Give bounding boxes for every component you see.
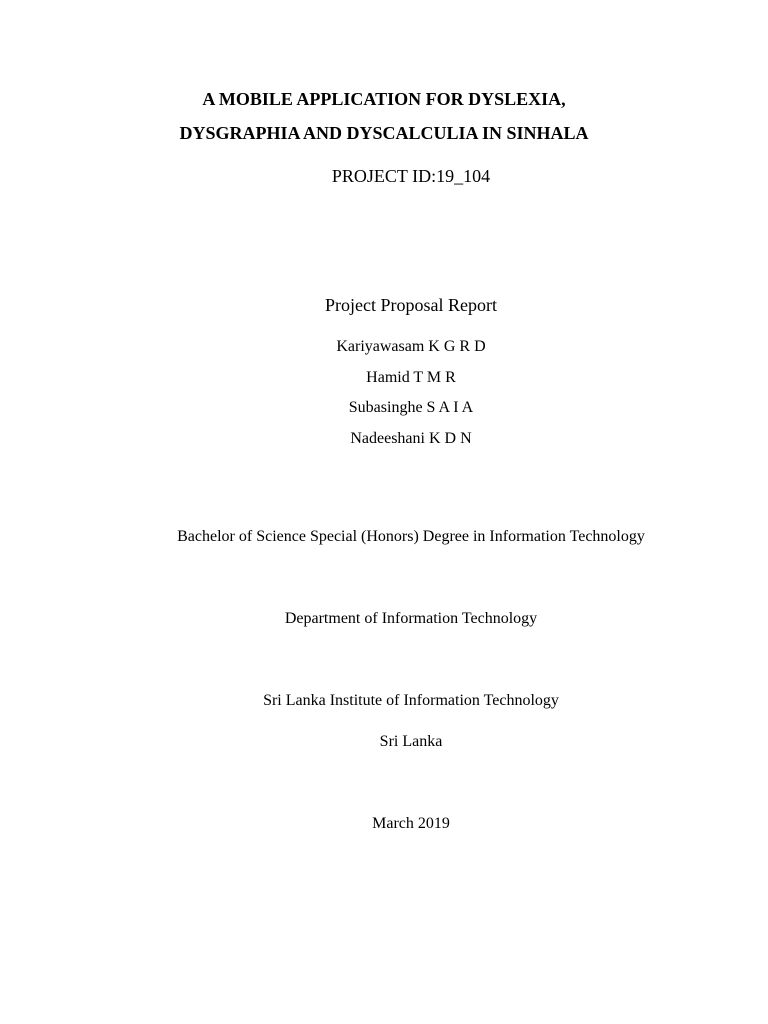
report-type: Project Proposal Report — [325, 295, 497, 315]
author-2: Hamid T M R — [366, 369, 456, 386]
country-name: Sri Lanka — [379, 733, 443, 750]
department-name: Department of Information Technology — [284, 610, 538, 627]
author-3: Subasinghe S A I A — [348, 399, 474, 416]
title-line-2: DYSGRAPHIA AND DYSCALCULIA IN SINHALA — [179, 123, 589, 143]
degree-name: Bachelor of Science Special (Honors) Degree in Information Technology — [177, 528, 645, 545]
project-id: PROJECT ID:19_104 — [331, 166, 491, 186]
author-4: Nadeeshani K D N — [350, 430, 472, 447]
institute-name: Sri Lanka Institute of Information Technology — [263, 692, 559, 709]
author-1: Kariyawasam K G R D — [336, 338, 486, 355]
title-line-1: A MOBILE APPLICATION FOR DYSLEXIA, — [202, 89, 566, 109]
report-date: March 2019 — [372, 815, 450, 832]
